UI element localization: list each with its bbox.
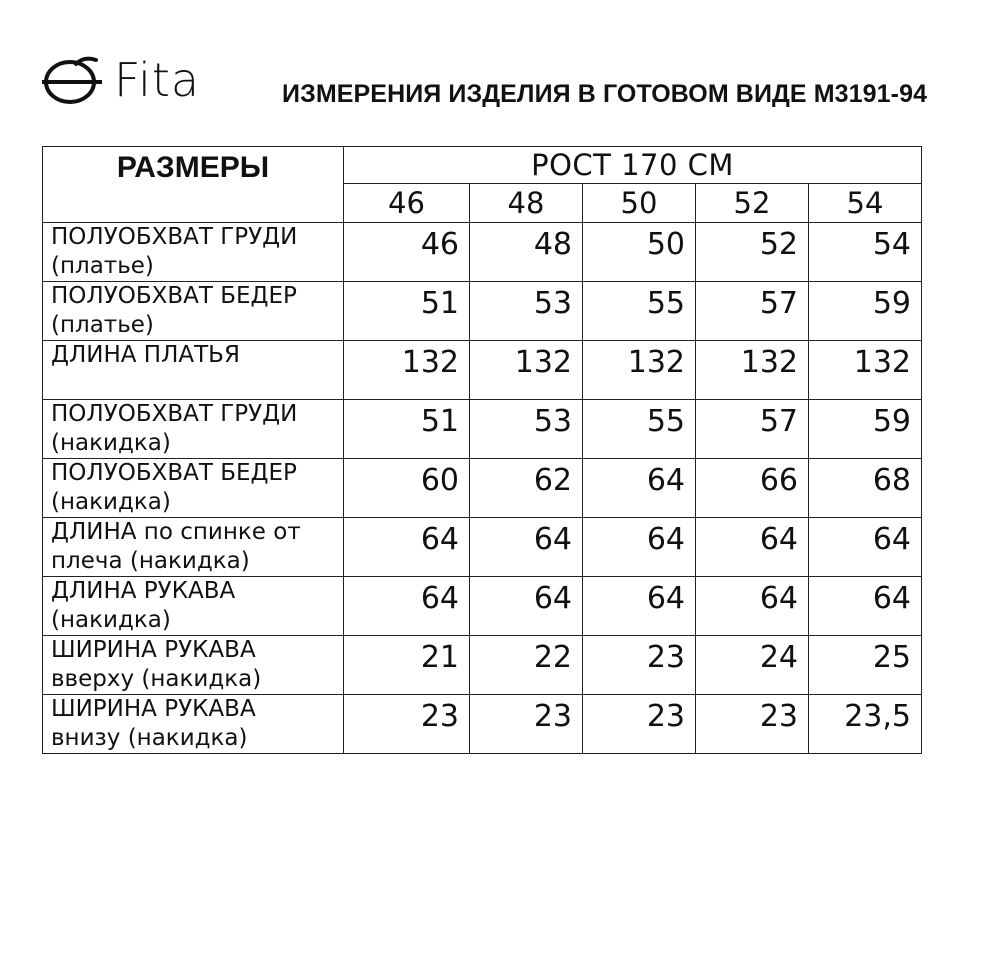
measurement-value: 46: [344, 223, 470, 282]
measurement-value: 23: [583, 636, 696, 695]
height-header: РОСТ 170 СМ: [344, 147, 922, 184]
measurement-value: 50: [583, 223, 696, 282]
measurement-value: 132: [470, 341, 583, 400]
measurement-value: 64: [470, 518, 583, 577]
table-row: [43, 518, 922, 577]
measurement-value: 64: [583, 459, 696, 518]
measurement-value: 21: [344, 636, 470, 695]
measurement-value: 53: [470, 282, 583, 341]
header-row-height: [43, 147, 922, 184]
fita-logo-icon: [40, 52, 104, 108]
measurement-label: [43, 223, 344, 282]
measurement-value: 55: [583, 400, 696, 459]
measurement-value: 23: [344, 695, 470, 754]
measurement-value: 62: [470, 459, 583, 518]
measurement-label-line2: внизу (накидка): [51, 725, 248, 751]
measurement-value: 64: [583, 518, 696, 577]
measurement-label-line2: (накидка): [51, 607, 171, 633]
measurement-label-line2: (накидка): [51, 430, 171, 456]
measurement-value: 23,5: [809, 695, 922, 754]
measurement-value: 53: [470, 400, 583, 459]
measurement-label: [43, 577, 344, 636]
measurement-value: 64: [696, 577, 809, 636]
size-chart-table: [42, 146, 922, 754]
measurement-value: 54: [809, 223, 922, 282]
sizes-header: РАЗМЕРЫ: [43, 147, 344, 223]
measurement-value: 51: [344, 400, 470, 459]
size-header-cell: 54: [809, 184, 922, 223]
measurement-value: 55: [583, 282, 696, 341]
measurement-value: 64: [696, 518, 809, 577]
size-header-cell: 46: [344, 184, 470, 223]
measurement-value: 64: [344, 518, 470, 577]
table-row: [43, 695, 922, 754]
measurement-label-line1: ПОЛУОБХВАТ ГРУДИ: [51, 224, 298, 250]
measurement-value: 51: [344, 282, 470, 341]
table-row: [43, 341, 922, 400]
measurement-label: [43, 341, 344, 400]
measurement-label-line1: ПОЛУОБХВАТ БЕДЕР: [51, 283, 297, 309]
page-title: ИЗМЕРЕНИЯ ИЗДЕЛИЯ В ГОТОВОМ ВИДЕ М3191-94: [282, 80, 928, 108]
measurement-value: 132: [583, 341, 696, 400]
measurement-value: 24: [696, 636, 809, 695]
measurement-label-line1: ШИРИНА РУКАВА: [51, 696, 256, 722]
measurement-value: 132: [344, 341, 470, 400]
measurement-value: 57: [696, 282, 809, 341]
measurement-value: 22: [470, 636, 583, 695]
measurement-value: 23: [583, 695, 696, 754]
table-row: [43, 636, 922, 695]
measurement-value: 25: [809, 636, 922, 695]
table-row: [43, 459, 922, 518]
measurement-value: 64: [583, 577, 696, 636]
size-header-cell: 52: [696, 184, 809, 223]
measurement-value: 59: [809, 400, 922, 459]
measurement-label: [43, 695, 344, 754]
measurement-value: 23: [470, 695, 583, 754]
measurement-label-line1: ДЛИНА ПЛАТЬЯ: [51, 342, 240, 368]
measurement-label: [43, 518, 344, 577]
size-header-cell: 50: [583, 184, 696, 223]
measurement-label-line1: ДЛИНА по спинке от: [51, 519, 301, 545]
table-row: [43, 400, 922, 459]
measurement-value: 23: [696, 695, 809, 754]
measurement-value: 57: [696, 400, 809, 459]
measurement-label-line1: ШИРИНА РУКАВА: [51, 637, 256, 663]
measurement-value: 59: [809, 282, 922, 341]
table-row: [43, 282, 922, 341]
measurement-value: 132: [696, 341, 809, 400]
measurement-value: 64: [809, 577, 922, 636]
measurement-value: 48: [470, 223, 583, 282]
measurement-label: [43, 400, 344, 459]
measurement-value: 68: [809, 459, 922, 518]
measurement-value: 64: [809, 518, 922, 577]
measurement-label-line2: плеча (накидка): [51, 548, 250, 574]
measurement-label: [43, 459, 344, 518]
brand-name: Fita: [114, 53, 201, 107]
measurement-value: 132: [809, 341, 922, 400]
measurement-label-line1: ПОЛУОБХВАТ ГРУДИ: [51, 401, 298, 427]
table-row: [43, 223, 922, 282]
measurement-label: [43, 636, 344, 695]
size-header-cell: 48: [470, 184, 583, 223]
measurement-value: 66: [696, 459, 809, 518]
measurement-label-line2: (накидка): [51, 489, 171, 515]
brand-logo: [40, 52, 200, 108]
measurement-value: 60: [344, 459, 470, 518]
measurement-label: [43, 282, 344, 341]
measurement-label-line2: (платье): [51, 253, 154, 279]
measurement-label-line2: (платье): [51, 312, 154, 338]
measurement-label-line2: вверху (накидка): [51, 666, 262, 692]
measurement-label-line1: ПОЛУОБХВАТ БЕДЕР: [51, 460, 297, 486]
table-row: [43, 577, 922, 636]
measurement-value: 64: [344, 577, 470, 636]
measurement-value: 64: [470, 577, 583, 636]
measurement-label-line1: ДЛИНА РУКАВА: [51, 578, 236, 604]
measurement-value: 52: [696, 223, 809, 282]
